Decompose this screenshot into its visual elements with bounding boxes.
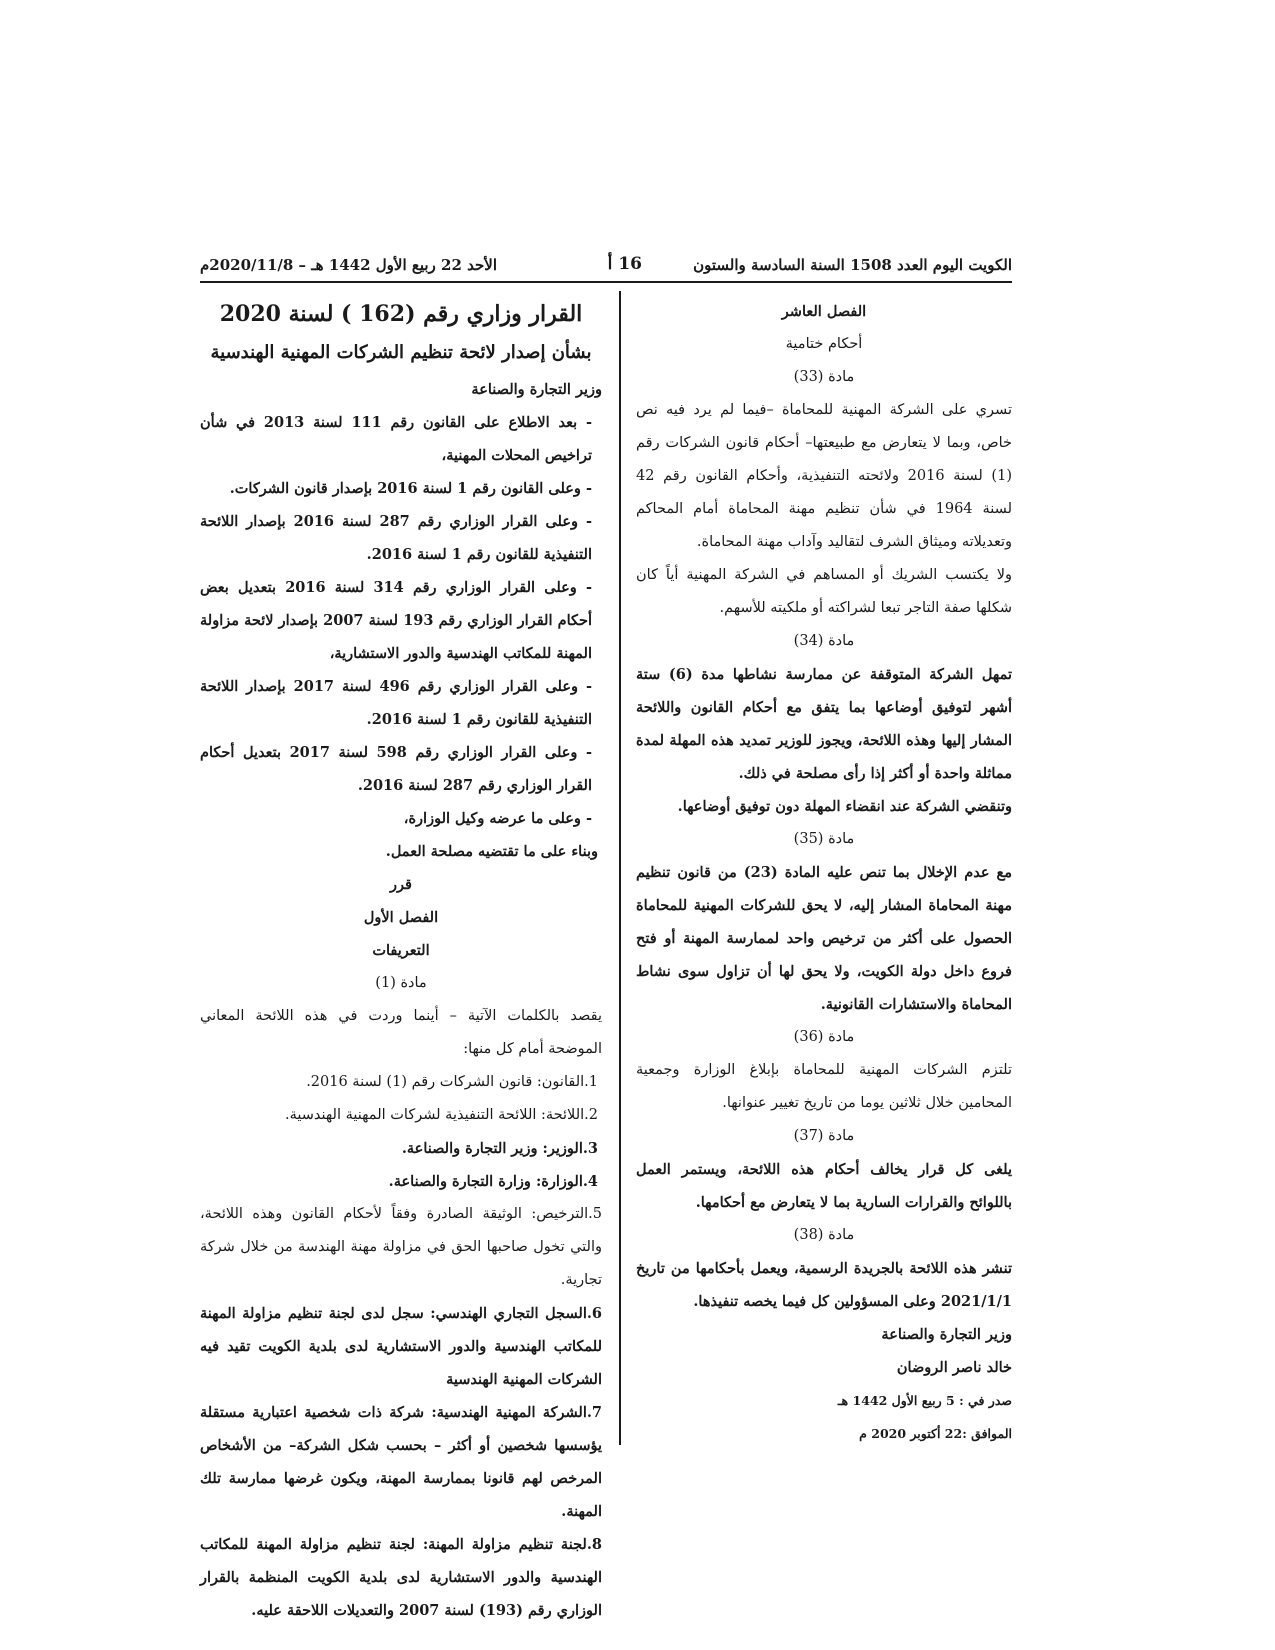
article-38-title: مادة (38) [793, 1227, 855, 1243]
article-38-para-1: تنشر هذه اللائحة بالجريدة الرسمية، ويعمل بأحكامها من تاريخ 2021/1/1 وعلى المسؤولين كل فيما يخصه تنفيذها. [636, 1260, 1012, 1310]
column-divider [619, 291, 621, 1445]
definition-item: 3.الوزير: وزير التجارة والصناعة. [401, 1140, 598, 1157]
definition-item: 5.الترخيص: الوثيقة الصادرة وفقاً لأحكام القانون وهذه اللائحة، والتي تخول صاحبها الحق في مزاولة مهنة الهندسة من خلال شركة تجارية. [200, 1206, 602, 1288]
header-page-number: 16 أ [607, 254, 642, 274]
article-1-title: مادة (1) [375, 975, 427, 991]
header-rule [200, 281, 1012, 283]
article-34-para-2: وتنقضي الشركة عند انقضاء المهلة دون توفيق أوضاعها. [677, 798, 1012, 815]
definition-item: 4.الوزارة: وزارة التجارة والصناعة. [388, 1173, 598, 1190]
decree-subtitle: بشأن إصدار لائحة تنظيم الشركات المهنية الهندسية [210, 342, 592, 363]
article-36-title: مادة (36) [793, 1029, 855, 1045]
article-37-para-1: يلغى كل قرار يخالف أحكام هذه اللائحة، ويستمر العمل باللوائح والقرارات السارية بما لا يتعارض مع أحكامها. [636, 1161, 1012, 1211]
header-date: الأحد 22 ربيع الأول 1442 هـ – 2020/11/8م [200, 256, 497, 274]
definitions-heading: التعريفات [372, 942, 430, 959]
definition-item: 8.لجنة تنظيم مزاولة المهنة: لجنة تنظيم مزاولة المهنة للمكاتب الهندسية والدور الاستشارية لدى بلدية الكويت المنظمة بالقرار الوزاري رقم (193) لسنة 2007 والتعديلات اللاحقة عليه. [200, 1536, 602, 1619]
decree-title: القرار وزاري رقم (162 ) لسنة 2020 [219, 301, 583, 327]
header-publication: الكويت اليوم العدد 1508 السنة السادسة والستون [693, 256, 1012, 274]
article-33-para-1: تسري على الشركة المهنية للمحاماة –فيما لم يرد فيه نص خاص، وبما لا يتعارض مع طبيعتها– أحكام قانون الشركات رقم (1) لسنة 2016 ولائحته التنفيذية، وأحكام القانون رقم 42 لسنة 1964 في شأن تنظيم مهنة المحاماة أمام المحاكم وتعديلاته وميثاق الشرف لتقاليد وآداب مهنة المحاماة. [636, 402, 1012, 550]
chapter-one-heading: الفصل الأول [363, 909, 439, 926]
preamble-item: - وعلى القرار الوزاري رقم 314 لسنة 2016 بتعديل بعض أحكام القرار الوزاري رقم 193 لسنة 2007 بإصدار لائحة مزاولة المهنة للمكاتب الهندسية والدور الاستشارية، [200, 579, 592, 662]
preamble-item: - وعلى القرار الوزاري رقم 287 لسنة 2016 بإصدار اللائحة التنفيذية للقانون رقم 1 لسنة 2016. [200, 513, 592, 563]
signature-name: خالد ناصر الروضان [896, 1359, 1012, 1376]
article-36-para-1: تلتزم الشركات المهنية للمحاماة بإبلاغ الوزارة وجمعية المحامين خلال ثلاثين يوما من تاريخ تغيير عنوانها. [636, 1062, 1012, 1111]
preamble-item: - وعلى القرار الوزاري رقم 496 لسنة 2017 بإصدار اللائحة التنفيذية للقانون رقم 1 لسنة 2016. [200, 678, 592, 728]
article-34-title: مادة (34) [793, 633, 855, 649]
signature-title: وزير التجارة والصناعة [881, 1326, 1012, 1343]
left-column [200, 295, 602, 1627]
article-33-title: مادة (33) [793, 369, 855, 385]
preamble-item: - بعد الاطلاع على القانون رقم 111 لسنة 2013 في شأن تراخيص المحلات المهنية، [200, 414, 592, 464]
page-header [200, 252, 1012, 282]
corresponding-date: الموافق :22 أكتوبر 2020 م [859, 1426, 1012, 1441]
based-on-line: وبناء على ما تقتضيه مصلحة العمل. [385, 843, 598, 860]
issued-date: صدر في : 5 ربيع الأول 1442 هـ [837, 1393, 1012, 1408]
right-column [636, 295, 1012, 1450]
chapter-subtitle: أحكام ختامية [785, 336, 863, 352]
definition-item: 2.اللائحة: اللائحة التنفيذية لشركات المهنية الهندسية. [284, 1107, 598, 1123]
preamble-item: - وعلى القانون رقم 1 لسنة 2016 بإصدار قانون الشركات. [229, 480, 592, 497]
definition-item: 6.السجل التجاري الهندسي: سجل لدى لجنة تنظيم مزاولة المهنة للمكاتب الهندسية والدور الاستشارية لدى بلدية الكويت تقيد فيه الشركات المهنية الهندسية [200, 1305, 602, 1388]
preamble-item: - وعلى القرار الوزاري رقم 598 لسنة 2017 بتعديل أحكام القرار الوزاري رقم 287 لسنة 2016. [200, 744, 593, 794]
article-1-intro: يقصد بالكلمات الآتية – أينما وردت في هذه اللائحة المعاني الموضحة أمام كل منها: [200, 1008, 602, 1057]
article-35-para-1: مع عدم الإخلال بما تنص عليه المادة (23) من قانون تنظيم مهنة المحاماة المشار إليه، لا يحق للشركات المهنية للمحاماة الحصول على أكثر من ترخيص واحد لممارسة المهنة أو فتح فروع داخل دولة الكويت، ولا يحق لها أن تزاول سوى نشاط المحاماة والاستشارات القانونية. [636, 864, 1012, 1013]
article-35-title: مادة (35) [793, 831, 855, 847]
definition-item: 7.الشركة المهنية الهندسية: شركة ذات شخصية اعتبارية مستقلة يؤسسها شخصين أو أكثر – بحسب شكل الشركة– من الأشخاص المرخص لهم قانونا بممارسة المهنة، ويكون غرضها ممارسة تلك المهنة. [200, 1404, 602, 1520]
article-37-title: مادة (37) [793, 1128, 855, 1144]
article-34-para-1: تمهل الشركة المتوقفة عن ممارسة نشاطها مدة (6) ستة أشهر لتوفيق أوضاعها بما يتفق مع أحكام القانون واللائحة المشار إليها وهذه اللائحة، ويجوز للوزير تمديد هذه المهلة لمدة مماثلة واحدة أو أكثر إذا رأى مصلحة في ذلك. [636, 666, 1012, 782]
article-33-para-2: ولا يكتسب الشريك أو المساهم في الشركة المهنية أياً كان شكلها صفة التاجر تبعا لشراكته أو ملكيته للأسهم. [636, 567, 1012, 616]
minister-line: وزير التجارة والصناعة [471, 381, 602, 398]
preamble-item: - وعلى ما عرضه وكيل الوزارة، [403, 810, 592, 827]
definition-item: 1.القانون: قانون الشركات رقم (1) لسنة 2016. [306, 1074, 598, 1090]
decided-heading: قرر [390, 876, 412, 893]
chapter-title: الفصل العاشر [781, 303, 867, 320]
